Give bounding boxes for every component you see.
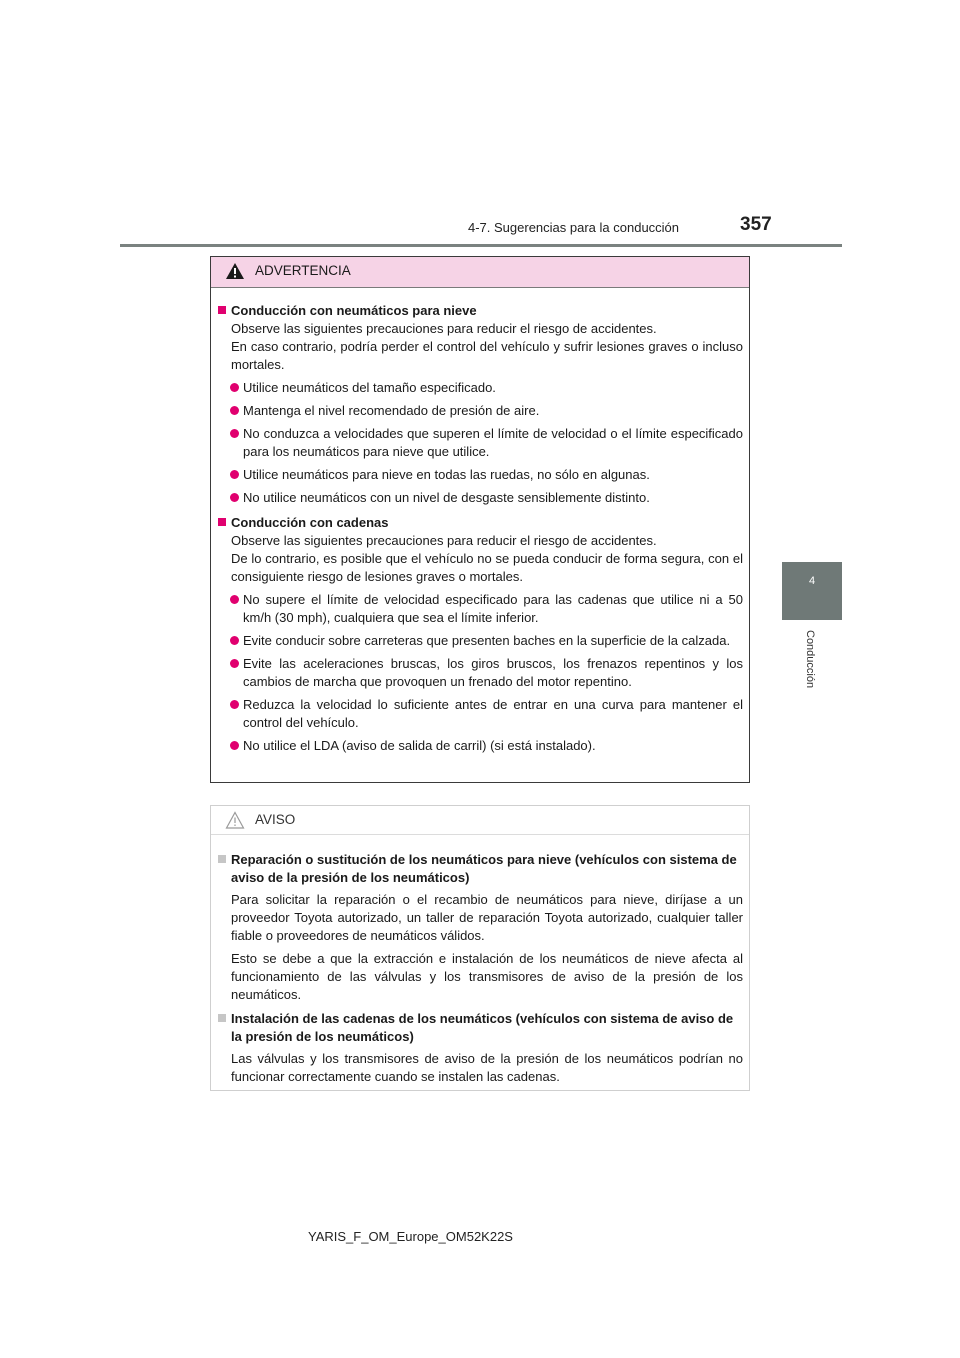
notice-title: AVISO xyxy=(255,812,296,827)
bullet-dot-icon xyxy=(230,470,239,479)
bullet-dot-icon xyxy=(230,659,239,668)
paragraph: Para solicitar la reparación o el recambio de neumáticos para nieve, diríjase a un proveedor Toyota autorizado, un taller de reparación Toyota autorizado, cualquier taller fiable o proveedores de neumáticos válidos. xyxy=(231,892,743,943)
list-item: Utilice neumáticos para nieve en todas las ruedas, no sólo en algunas. xyxy=(218,466,743,484)
paragraph: Observe las siguientes precauciones para reducir el riesgo de accidentes. xyxy=(231,533,657,548)
warning-box xyxy=(210,256,750,783)
list-item: No conduzca a velocidades que superen el límite de velocidad o el límite especificado para los neumáticos para nieve que utilice. xyxy=(218,425,743,461)
list-item: Evite las aceleraciones bruscas, los giros bruscos, los frenazos repentinos y los cambios de marcha que provoquen un frenado del motor repentino. xyxy=(218,655,743,691)
bullet-dot-icon xyxy=(230,406,239,415)
warning-title: ADVERTENCIA xyxy=(255,263,351,278)
paragraph: Esto se debe a que la extracción e instalación de los neumáticos de nieve afecta al funcionamiento de las válvulas y los transmisores de aviso de la presión de los neumáticos. xyxy=(231,951,743,1002)
list-item: Reduzca la velocidad lo suficiente antes de entrar en una curva para mantener el control del vehículo. xyxy=(218,696,743,732)
list-item: Mantenga el nivel recomendado de presión de aire. xyxy=(218,402,743,420)
chapter-number: 4 xyxy=(808,575,816,587)
notice-header xyxy=(211,806,749,835)
warning-header xyxy=(211,257,749,288)
bullet-dot-icon xyxy=(230,383,239,392)
paragraph: En caso contrario, podría perder el control del vehículo y sufrir lesiones graves o incluso mortales. xyxy=(231,339,743,372)
chapter-tab[interactable] xyxy=(782,562,842,620)
list-item: No supere el límite de velocidad especificado para las cadenas que utilice ni a 50 km/h (30 mph), cualquiera que sea el límite inferior. xyxy=(218,591,743,627)
section-heading: Reparación o sustitución de los neumáticos para nieve (vehículos con sistema de aviso de la presión de los neumáticos) xyxy=(218,851,743,887)
warning-content xyxy=(211,288,749,755)
page-number: 357 xyxy=(740,214,772,235)
list-item: No utilice neumáticos con un nivel de desgaste sensiblemente distinto. xyxy=(218,489,743,507)
section-heading: Conducción con cadenas xyxy=(218,514,743,532)
warning-triangle-icon xyxy=(225,262,245,280)
caution-triangle-icon xyxy=(225,811,245,829)
list-item: No utilice el LDA (aviso de salida de carril) (si está instalado). xyxy=(218,737,743,755)
bullet-dot-icon xyxy=(230,700,239,709)
square-bullet-icon xyxy=(218,518,226,526)
header-divider xyxy=(120,244,842,247)
list-item: Utilice neumáticos del tamaño especificado. xyxy=(218,379,743,397)
notice-box xyxy=(210,805,750,1091)
bullet-dot-icon xyxy=(230,595,239,604)
square-bullet-icon xyxy=(218,855,226,863)
document-code: YARIS_F_OM_Europe_OM52K22S xyxy=(308,1229,513,1244)
notice-content xyxy=(211,835,749,1086)
paragraph: Observe las siguientes precauciones para reducir el riesgo de accidentes. xyxy=(231,321,657,336)
bullet-dot-icon xyxy=(230,741,239,750)
chapter-label: Conducción xyxy=(804,630,816,689)
section-title: 4-7. Sugerencias para la conducción xyxy=(468,220,680,235)
paragraph: De lo contrario, es posible que el vehículo no se pueda conducir de forma segura, con el consiguiente riesgo de lesiones graves o mortales. xyxy=(231,551,743,584)
section-heading: Instalación de las cadenas de los neumáticos (vehículos con sistema de aviso de la presión de los neumáticos) xyxy=(218,1010,743,1046)
list-item: Evite conducir sobre carreteras que presenten baches en la superficie de la calzada. xyxy=(218,632,743,650)
square-bullet-icon xyxy=(218,1014,226,1022)
bullet-dot-icon xyxy=(230,429,239,438)
paragraph: Las válvulas y los transmisores de aviso de la presión de los neumáticos podrían no funcionar correctamente cuando se instalen las cadenas. xyxy=(231,1051,743,1084)
bullet-dot-icon xyxy=(230,493,239,502)
section-heading: Conducción con neumáticos para nieve xyxy=(218,302,743,320)
bullet-dot-icon xyxy=(230,636,239,645)
square-bullet-icon xyxy=(218,306,226,314)
